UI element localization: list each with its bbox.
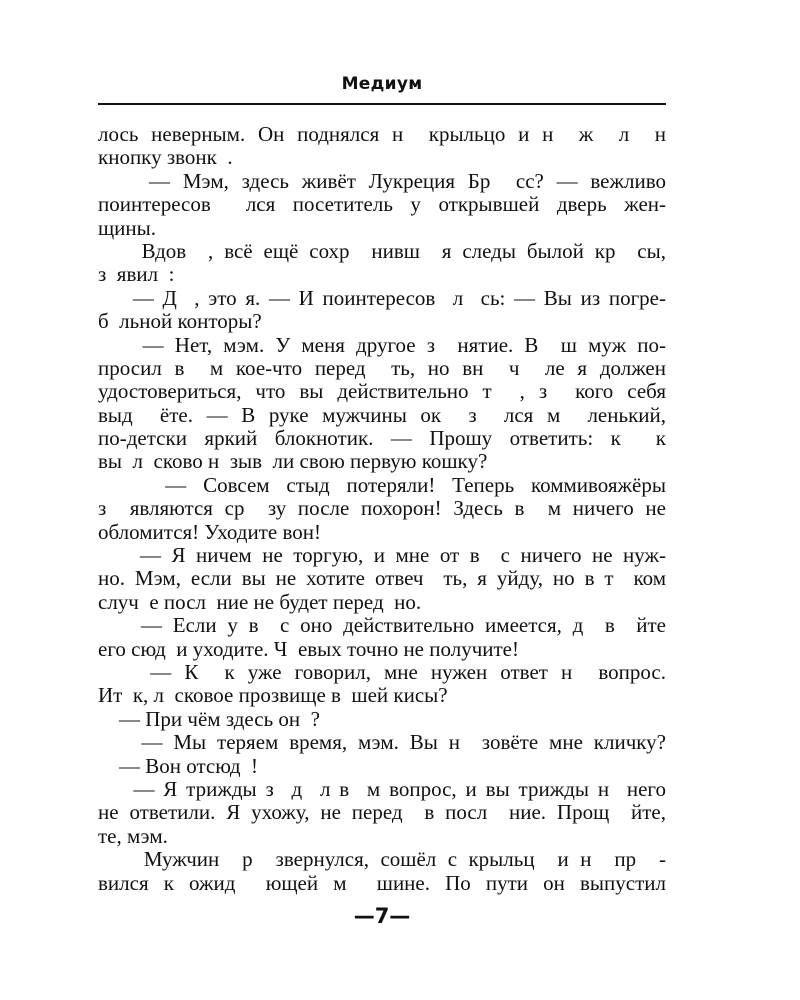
text-line: лось неверным. Он поднялся н крыльцо и н ж л н (98, 123, 666, 146)
text-line: Мужчин р звернулся, сошёл с крыльц и н пр - (98, 848, 666, 872)
text-line: — К к уже говорил, мне нужен ответ н вопрос. (98, 660, 666, 684)
text-line: — Нет, мэм. У меня другое з нятие. В ш муж по- (98, 333, 666, 357)
text-line: з являются ср зу после похорон! Здесь в м ничего не (98, 497, 666, 521)
text-line: — Д , это я. — И поинтересов л сь: — Вы из погре- (98, 286, 666, 310)
text-line: те, мэм. (98, 824, 168, 848)
text-line: — Мы теряем время, мэм. Вы н зовёте мне кличку? (98, 731, 666, 755)
page-number: —7— (353, 904, 411, 928)
text-line: — Вон отсюд ! (98, 754, 259, 778)
header-rule (98, 103, 666, 105)
text-line: кнопку звонк . (98, 146, 233, 170)
text-line: — Совсем стыд потеряли! Теперь коммивояжёры (98, 473, 666, 497)
text-line: Ит к, л сковое прозвище в шей кисы? (98, 684, 448, 708)
text-line: выд ёте. — В руке мужчины ок з лся м ленький, (98, 403, 666, 427)
body-text (98, 123, 666, 895)
text-line: удостовериться, что вы действительно т , з кого себя (98, 380, 666, 404)
text-line: — Я трижды з д л в м вопрос, и вы трижды н него (98, 777, 666, 801)
text-line: обломится! Уходите вон! (98, 520, 321, 544)
text-line: з явил : (98, 263, 175, 287)
running-head: Медиум (341, 74, 423, 94)
text-line: не ответили. Я ухожу, не перед в посл ние. Прощ йте, (98, 801, 666, 825)
text-line: — При чём здесь он ? (98, 707, 320, 731)
text-line: его сюд и уходите. Ч евых точно не получите! (98, 637, 519, 661)
text-line: поинтересов лся посетитель у открывшей дверь жен- (98, 193, 666, 217)
text-line: вился к ожид ющей м шине. По пути он выпустил (98, 871, 666, 895)
text-line: — Если у в с оно действительно имеется, д в йте (98, 614, 666, 638)
text-line: просил в м кое-что перед ть, но вн ч ле я должен (98, 356, 666, 380)
text-line: — Мэм, здесь живёт Лукреция Бр сс? — вежливо (98, 169, 666, 193)
text-line: щины. (98, 216, 157, 240)
text-line: по-детски яркий блокнотик. — Прошу ответить: к к (98, 427, 666, 451)
text-line: — Я ничем не торгую, и мне от в с ничего не нуж- (98, 544, 666, 568)
text-line: Вдов , всё ещё сохр нивш я следы былой кр сы, (98, 239, 666, 263)
text-line: но. Мэм, если вы не хотите отвеч ть, я уйду, но в т ком (98, 567, 666, 591)
text-line: вы л сково н зыв ли свою первую кошку? (98, 450, 488, 474)
text-line: случ е посл ние не будет перед но. (98, 590, 422, 614)
text-line: б льной конторы? (98, 310, 262, 334)
